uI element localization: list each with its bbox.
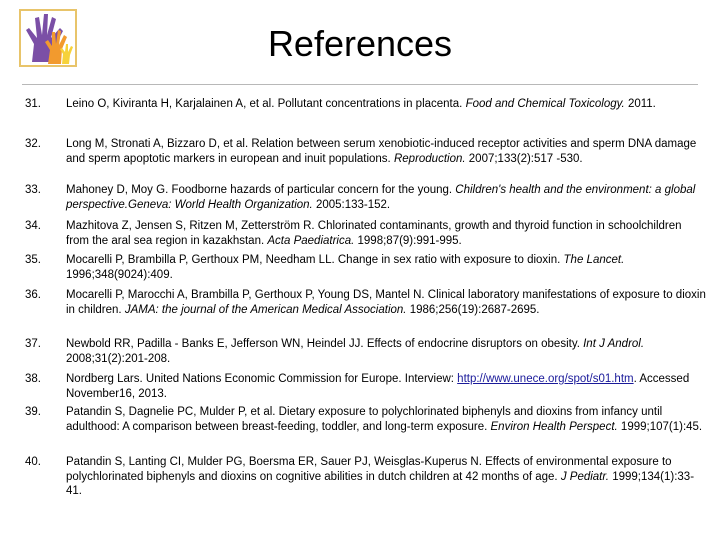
reference-number: 37. bbox=[25, 338, 41, 350]
reference-text bbox=[66, 372, 706, 401]
reference-details: 2008;31(2):201-208. bbox=[66, 352, 171, 365]
reference-number: 34. bbox=[25, 220, 41, 232]
reference-text bbox=[66, 337, 706, 366]
reference-details: 2005:133-152. bbox=[315, 198, 391, 211]
reference-link[interactable]: http://www.unece.org/spot/s01.htm bbox=[457, 373, 634, 385]
reference-details: 1999;134(1):33-41. bbox=[66, 470, 695, 498]
reference-authors-title: Mocarelli P, Brambilla P, Gerthoux PM, Needham LL. Change in sex ratio with exposure to dioxin. bbox=[66, 254, 561, 266]
reference-journal: Reproduction. bbox=[393, 152, 466, 165]
reference-number: 39. bbox=[25, 406, 41, 418]
reference-number: 40. bbox=[25, 456, 41, 468]
reference-authors-title: Patandin S, Lanting CI, Mulder PG, Boersma ER, Sauer PJ, Weisglas-Kuperus N. Effects of environmental exposure to polychlorinated biphenyls and dioxins on cognitive abilities in dutch children at 42 months of age. bbox=[66, 456, 672, 483]
reference-journal: Environ Health Perspect. bbox=[490, 420, 618, 433]
reference-details: 2011. bbox=[627, 98, 656, 110]
reference-journal: JAMA: the journal of the American Medical Association. bbox=[124, 303, 407, 316]
reference-number: 31. bbox=[25, 98, 41, 110]
reference-details: 2007;133(2):517 -530. bbox=[468, 152, 583, 165]
reference-authors-title: Patandin S, Dagnelie PC, Mulder P, et al. Dietary exposure to polychlorinated biphenyls and dioxins from infancy until adulthood: A comparison between breast-feeding, toddler, and long-term exposure. bbox=[66, 406, 663, 433]
reference-number: 33. bbox=[25, 184, 41, 196]
reference-details: 1999;107(1):45. bbox=[620, 420, 703, 433]
reference-authors-title: Leino O, Kiviranta H, Karjalainen A, et al. Pollutant concentrations in placenta. bbox=[66, 98, 463, 110]
reference-authors-title: Newbold RR, Padilla - Banks E, Jefferson WN, Heindel JJ. Effects of endocrine disruptors on obesity. bbox=[66, 338, 580, 350]
reference-journal: Children's health and the environment: a global perspective.Geneva: World Health Organization. bbox=[66, 184, 696, 211]
reference-text bbox=[66, 288, 706, 317]
reference-number: 36. bbox=[25, 289, 41, 301]
reference-number: 35. bbox=[25, 254, 41, 266]
reference-details: . Accessed November16, 2013. bbox=[66, 373, 690, 400]
reference-details: 1996;348(9024):409. bbox=[66, 268, 173, 281]
reference-text bbox=[66, 219, 706, 248]
reference-journal: Food and Chemical Toxicology. bbox=[465, 98, 625, 110]
reference-text bbox=[66, 97, 706, 112]
reference-authors-title: Nordberg Lars. United Nations Economic Commission for Europe. Interview: bbox=[66, 373, 454, 385]
reference-number: 32. bbox=[25, 138, 41, 150]
reference-authors-title: Mahoney D, Moy G. Foodborne hazards of particular concern for the young. bbox=[66, 184, 453, 196]
reference-journal: The Lancet. bbox=[563, 254, 625, 266]
reference-journal: J Pediatr. bbox=[560, 470, 609, 483]
reference-number: 38. bbox=[25, 373, 41, 385]
reference-text bbox=[66, 253, 706, 282]
reference-authors-title: Mazhitova Z, Jensen S, Ritzen M, Zetterström R. Chlorinated contaminants, growth and thyroid function in schoolchildren from the aral sea region in kazakhstan. bbox=[66, 220, 682, 247]
reference-text bbox=[66, 183, 706, 212]
page-title: References bbox=[267, 23, 453, 64]
reference-authors-title: Mocarelli P, Marocchi A, Brambilla P, Gerthoux P, Young DS, Mantel N. Clinical laboratory manifestations of exposure to dioxin in children. bbox=[66, 289, 706, 316]
reference-journal: Acta Paediatrica. bbox=[267, 234, 355, 247]
reference-authors-title: Long M, Stronati A, Bizzaro D, et al. Relation between serum xenobiotic-induced receptor activities and sperm DNA damage and sperm apoptotic markers in european and inuit populations. bbox=[66, 138, 697, 165]
reference-details: 1986;256(19):2687-2695. bbox=[409, 303, 540, 316]
reference-text bbox=[66, 455, 706, 499]
reference-journal: Int J Androl. bbox=[583, 338, 645, 350]
reference-text bbox=[66, 405, 706, 434]
reference-text bbox=[66, 137, 706, 166]
reference-details: 1998;87(9):991-995. bbox=[357, 234, 462, 247]
